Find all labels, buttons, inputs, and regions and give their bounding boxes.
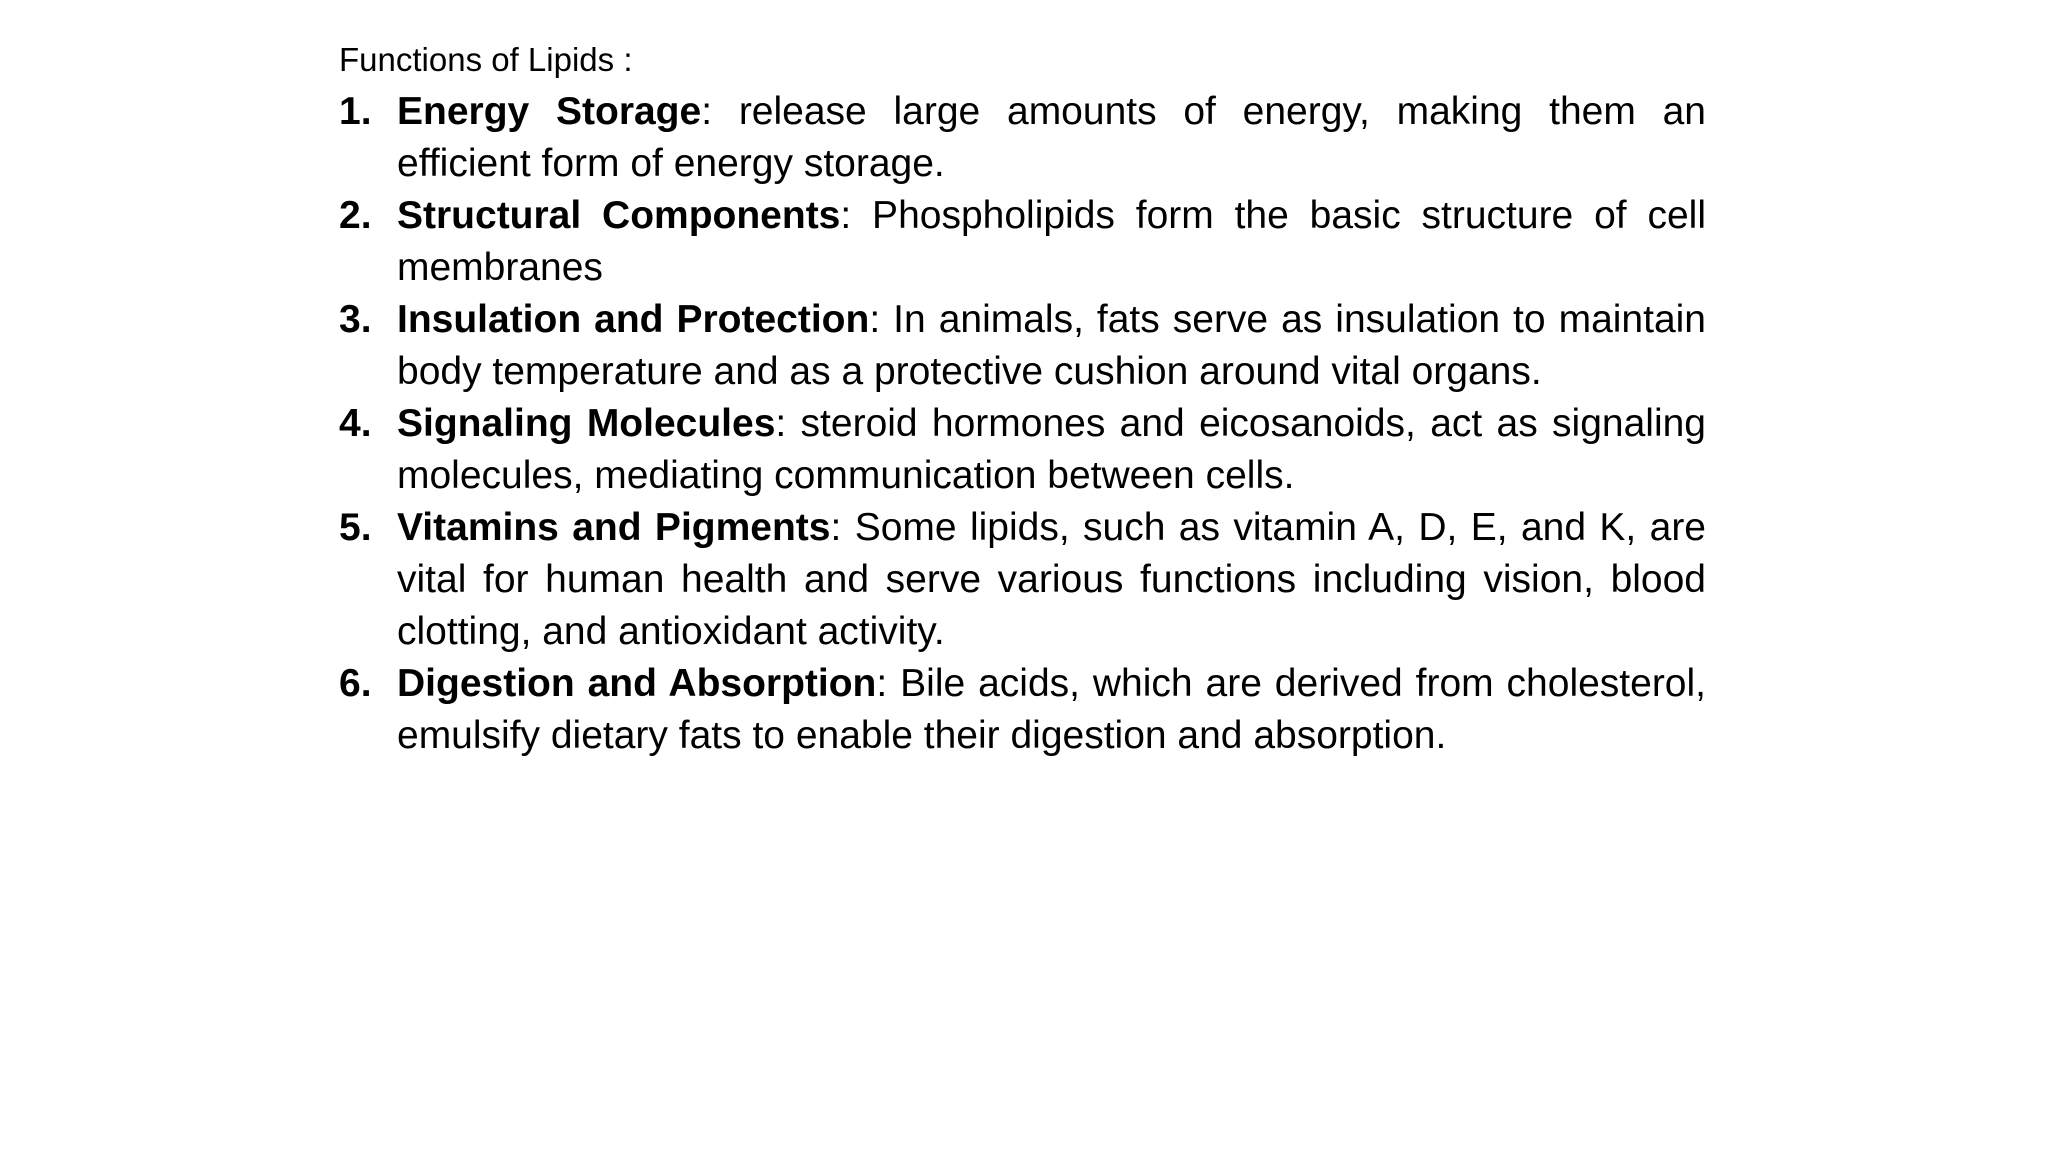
item-description: steroid hormones and eicosanoids, act as signaling molecules, mediating communication between cells.: [397, 402, 1706, 497]
item-term: Structural Components: [397, 194, 841, 237]
functions-list: [339, 86, 1706, 762]
item-number: 6.: [339, 662, 372, 705]
list-item-vitamins-pigments: [339, 502, 1706, 658]
page-title: Functions of Lipids :: [339, 41, 633, 78]
list-item-insulation-protection: [339, 294, 1706, 398]
item-separator: :: [775, 402, 787, 445]
item-separator: :: [701, 90, 713, 133]
item-separator: :: [840, 194, 852, 237]
item-description: Some lipids, such as vitamin A, D, E, and K, are vital for human health and serve various functions including vision, blood clotting, and antioxidant activity.: [397, 506, 1707, 653]
item-description: release large amounts of energy, making them an efficient form of energy storage.: [397, 90, 1706, 185]
list-item-signaling-molecules: [339, 398, 1706, 502]
item-description: In animals, fats serve as insulation to maintain body temperature and as a protective cushion around vital organs.: [397, 298, 1706, 393]
item-number: 2.: [339, 194, 372, 237]
item-term: Insulation and Protection: [397, 298, 870, 341]
item-term: Vitamins and Pigments: [397, 506, 831, 549]
item-separator: :: [869, 298, 881, 341]
list-item-energy-storage: [339, 86, 1706, 190]
item-term: Digestion and Absorption: [397, 662, 877, 705]
item-term: Signaling Molecules: [397, 402, 776, 445]
item-description: Phospholipids form the basic structure of cell membranes: [397, 194, 1706, 289]
list-item-digestion-absorption: [339, 658, 1706, 762]
item-number: 3.: [339, 298, 372, 341]
item-number: 1.: [339, 90, 372, 133]
slide-content: [339, 36, 1706, 762]
item-separator: :: [830, 506, 842, 549]
item-separator: :: [876, 662, 888, 705]
list-item-structural-components: [339, 190, 1706, 294]
item-number: 5.: [339, 506, 372, 549]
item-number: 4.: [339, 402, 372, 445]
item-description: Bile acids, which are derived from cholesterol, emulsify dietary fats to enable their digestion and absorption.: [397, 662, 1706, 757]
item-term: Energy Storage: [397, 90, 702, 133]
